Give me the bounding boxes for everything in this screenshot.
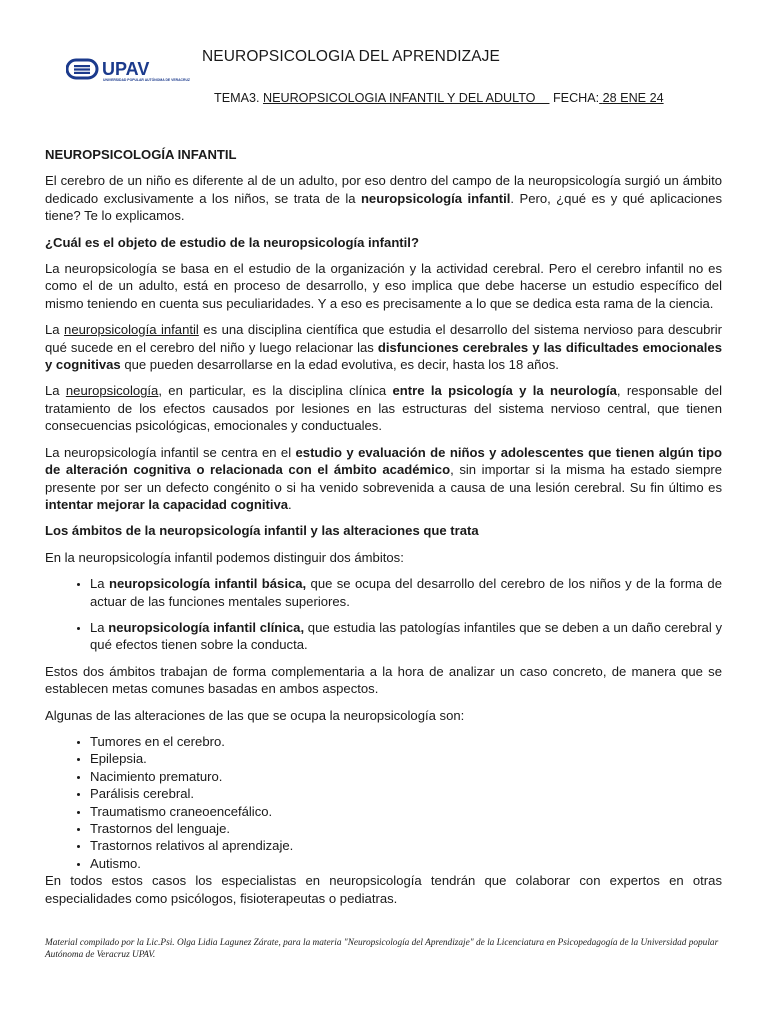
scopes-list	[45, 575, 722, 654]
list-item: • La neuropsicología infantil clínica, que estudia las patologías infantiles que se deben a un daño cerebral y qué efectos tienen sobre la conducta.	[90, 619, 722, 654]
link-neuropsicologia[interactable]: neuropsicología	[65, 383, 159, 399]
upav-logo	[66, 56, 192, 86]
list-item: • Trastornos del lenguaje.	[90, 820, 722, 837]
list-item: • La neuropsicología infantil básica, que se ocupa del desarrollo del cerebro de los niños y de la forma de actuar de las funciones mentales superiores.	[90, 575, 722, 610]
list-item: • Autismo.	[90, 855, 722, 872]
logo-subtext: UNIVERSIDAD POPULAR AUTÓNOMA DE VERACRUZ	[103, 78, 190, 82]
paragraph-clinical-discipline: La neuropsicología, en particular, es la disciplina clínica entre la psicología y la neurología, responsable del tratamiento de los efectos causados por lesiones en las estructuras del sistema nervioso central, que tienen consecuencias psicológicas, emocionales y conductuales.	[45, 383, 723, 434]
paragraph-definition: La neuropsicología infantil es una disciplina científica que estudia el desarrollo del sistema nervioso para descubrir qué sucede en el cerebro del niño y luego relacionar las disfunciones cerebrales y las dificultades emocionales y cognitivas que pueden desarrollarse en la edad evolutiva, es decir, hasta los 18 años.	[45, 322, 723, 373]
list-item: • Parálisis cerebral.	[90, 785, 722, 802]
list-item: • Trastornos relativos al aprendizaje.	[90, 837, 722, 854]
paragraph-scopes-intro: En la neuropsicología infantil podemos distinguir dos ámbitos:	[45, 549, 404, 565]
topic-value: NEUROPSICOLOGIA INFANTIL Y DEL ADULTO	[263, 91, 536, 105]
topic-line	[214, 91, 664, 105]
paragraph-complementary: Estos dos ámbitos trabajan de forma complementaria a la hora de analizar un caso concreto, de manera que se establecen metas comunes basadas en ambos aspectos.	[45, 663, 722, 697]
topic-label: TEMA3.	[214, 91, 260, 105]
alterations-list	[45, 733, 722, 872]
list-item: • Tumores en el cerebro.	[90, 733, 722, 750]
paragraph-focus: La neuropsicología infantil se centra en el estudio y evaluación de niños y adolescentes que tienen algún tipo de alteración cognitiva o relacionada con el ámbito académico, sin importar si la misma ha estado siempre presente por ser un defecto congénito o si ha venido sobrevenida a causa de una lesión cerebral. Su fin último es intentar mejorar la capacidad cognitiva.	[45, 444, 722, 512]
list-item: • Nacimiento prematuro.	[90, 768, 722, 785]
paragraph-collaboration: En todos estos casos los especialistas en neuropsicología tendrán que colaborar con expertos en otras especialidades como psicólogos, fisioterapeutas o pediatras.	[45, 873, 722, 906]
list-item: • Traumatismo craneoencefálico.	[90, 803, 722, 820]
logo-text: UPAV	[102, 59, 150, 79]
article-body	[45, 146, 722, 916]
paragraph-organization: La neuropsicología se basa en el estudio de la organización y la actividad cerebral. Pero el cerebro infantil no es como el de un adulto, está en proceso de desarrollo, y eso implica que debe hacerse un estudio específico del mismo teniendo en cuenta sus peculiaridades. Y a eso es precisamente a lo que se dedica esta rama de la ciencia.	[45, 261, 722, 311]
heading-scopes: Los ámbitos de la neuropsicología infantil y las alteraciones que trata	[45, 523, 479, 539]
section-title: NEUROPSICOLOGÍA INFANTIL	[45, 147, 237, 162]
footer-credit: Material compilado por la Lic.Psi. Olga Lidia Lagunez Zárate, para la materia "Neuropsicología del Aprendizaje" de la Licenciatura en Psicopedagogía de la Universidad popular Autónoma de Veracruz UPAV.	[45, 938, 719, 960]
link-neuropsicologia-infantil[interactable]: neuropsicología infantil	[64, 322, 199, 338]
paragraph-intro: El cerebro de un niño es diferente al de un adulto, por eso dentro del campo de la neuropsicología surgió un ámbito dedicado exclusivamente a los niños, se trata de la neuropsicología infantil. Pero, ¿qué es y qué aplicaciones tiene? Te lo explicamos.	[45, 173, 722, 224]
list-item: • Epilepsia.	[90, 750, 722, 767]
date-value: 28 ENE 24	[602, 91, 664, 105]
course-title: NEUROPSICOLOGIA DEL APRENDIZAJE	[202, 48, 500, 65]
paragraph-alterations-intro: Algunas de las alteraciones de las que se ocupa la neuropsicología son:	[45, 707, 465, 723]
heading-study-object: ¿Cuál es el objeto de estudio de la neuropsicología infantil?	[45, 234, 419, 250]
date-label: FECHA:	[552, 91, 600, 105]
